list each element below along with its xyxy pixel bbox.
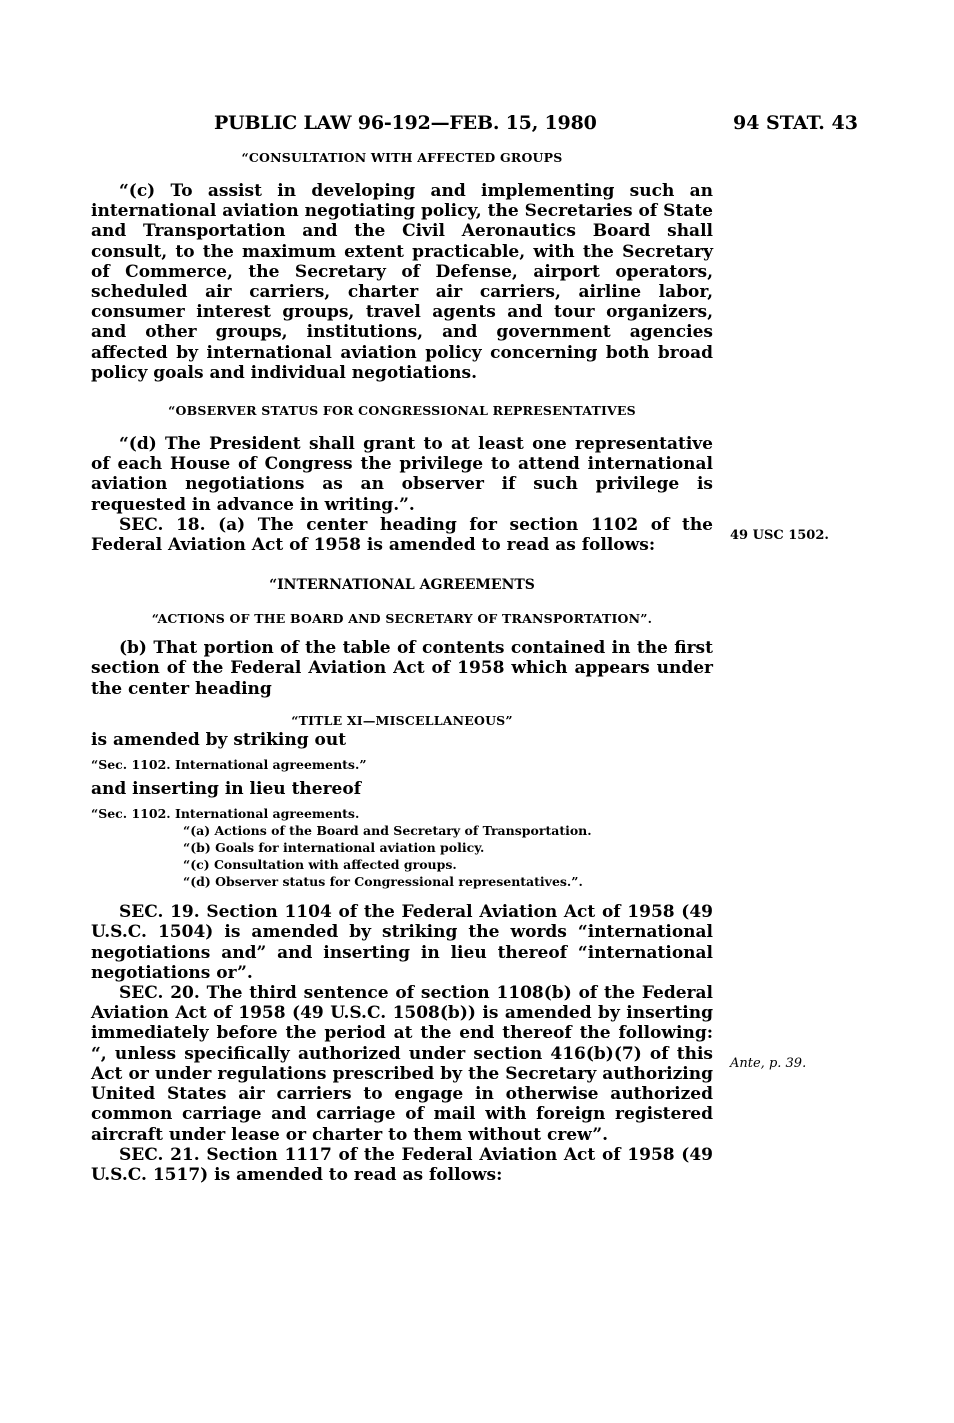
paragraph-sec-19: SEC. 19. Section 1104 of the Federal Aviation Act of 1958 (49 U.S.C. 1504) is amended by striking the words “international negotiations and” and inserting in lieu thereof “international negotiations or”. [91,902,713,983]
paragraph-sec-20: SEC. 20. The third sentence of section 1108(b) of the Federal Aviation Act of 1958 (49 U.S.C. 1508(b)) is amended by inserting immediately before the period at the end thereof the following: “, unless specifically authorized under section 416(b)(7) of this Act or under regulations prescribed by the Secretary authorizing United States air carriers to engage in otherwise authorized common carriage and carriage of mail with foreign registered aircraft under lease or charter to them without crew”. [91,983,713,1145]
paragraph-consultation: “(c) To assist in developing and implementing such an international aviation negotiating policy, the Secretaries of State and Transportation and the Civil Aeronautics Board shall consult, to the maximum extent practicable, with the Secretary of Commerce, the Secretary of Defense, airport operators, scheduled air carriers, charter air carriers, airline labor, consumer interest groups, travel agents and tour organizers, and other groups, institutions, and government agencies affected by international aviation policy concerning both broad policy goals and individual negotiations. [91,181,713,383]
heading-title-xi: “TITLE XI—MISCELLANEOUS” [291,712,513,728]
toc-new-entry-2: “(a) Actions of the Board and Secretary of Transportation. [183,823,592,839]
toc-new-entry-4: “(c) Consultation with affected groups. [183,857,457,873]
page-header-stat: 94 STAT. 43 [733,112,858,134]
paragraph-sec-18b: (b) That portion of the table of contents contained in the first section of the Federal Aviation Act of 1958 which appears under the center heading [91,638,713,699]
toc-new-entry-1: “Sec. 1102. International agreements. [91,806,360,822]
paragraph-observer: “(d) The President shall grant to at least one representative of each House of Congress the privilege to attend international aviation negotiations as an observer if such privilege is requested in advance in writing.”. [91,434,713,515]
text-striking-out: is amended by striking out [91,729,347,750]
margin-note-ante: Ante, p. 39. [730,1056,807,1071]
heading-actions-board: “ACTIONS OF THE BOARD AND SECRETARY OF TRANSPORTATION”. [151,611,653,627]
toc-old-entry: “Sec. 1102. International agreements.” [91,757,367,773]
margin-note-usc: 49 USC 1502. [730,528,829,543]
text-inserting: and inserting in lieu thereof [91,779,362,800]
paragraph-sec-18: SEC. 18. (a) The center heading for section 1102 of the Federal Aviation Act of 1958 is amended to read as follows: [91,514,713,556]
page-header-title: PUBLIC LAW 96-192—FEB. 15, 1980 [214,112,597,134]
section-heading-consultation: “CONSULTATION WITH AFFECTED GROUPS [241,150,563,165]
paragraph-sec-21: SEC. 21. Section 1117 of the Federal Aviation Act of 1958 (49 U.S.C. 1517) is amended to read as follows: [91,1144,713,1185]
heading-international-agreements: “INTERNATIONAL AGREEMENTS [269,577,535,594]
toc-new-entry-5: “(d) Observer status for Congressional representatives.”. [183,874,583,890]
toc-new-entry-3: “(b) Goals for international aviation policy. [183,840,485,856]
document-body [91,150,713,1185]
section-heading-observer: “OBSERVER STATUS FOR CONGRESSIONAL REPRESENTATIVES [168,403,636,419]
